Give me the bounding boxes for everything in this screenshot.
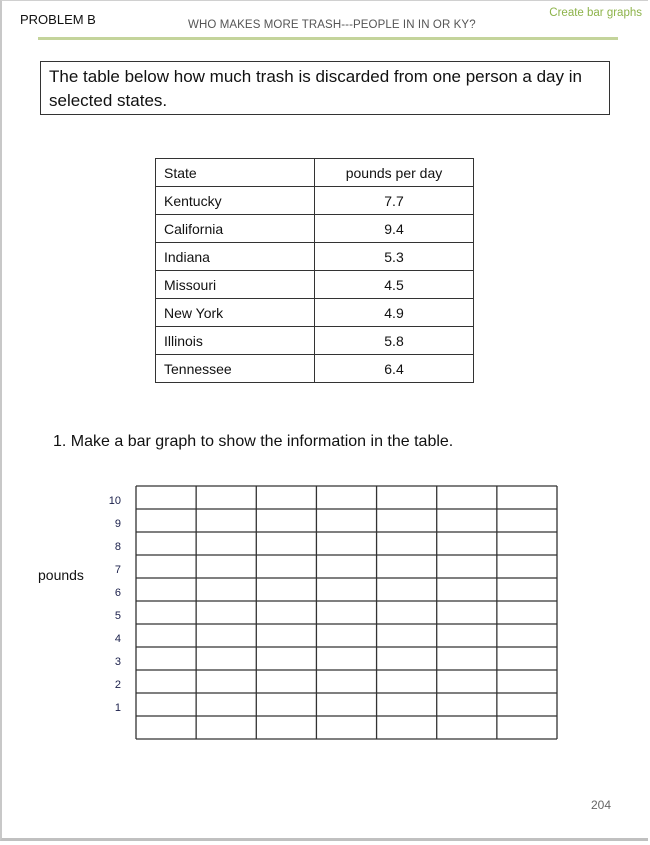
header-pounds: pounds per day bbox=[315, 159, 474, 187]
problem-label: PROBLEM B bbox=[20, 12, 96, 27]
y-tick-label: 3 bbox=[114, 656, 121, 668]
bar-graph-grid[interactable] bbox=[2, 1, 650, 845]
pounds-cell: 4.5 bbox=[315, 271, 474, 299]
y-tick-label: 5 bbox=[114, 610, 121, 622]
state-cell: California bbox=[156, 215, 315, 243]
y-axis-label: pounds bbox=[38, 567, 84, 583]
pounds-cell: 5.8 bbox=[315, 327, 474, 355]
state-cell: Tennessee bbox=[156, 355, 315, 383]
state-cell: Indiana bbox=[156, 243, 315, 271]
page-title: WHO MAKES MORE TRASH---PEOPLE IN IN OR KY? bbox=[188, 19, 476, 31]
state-cell: Kentucky bbox=[156, 187, 315, 215]
state-cell: New York bbox=[156, 299, 315, 327]
y-tick-label: 2 bbox=[114, 679, 121, 691]
y-tick-label: 10 bbox=[108, 495, 121, 507]
pounds-cell: 6.4 bbox=[315, 355, 474, 383]
page-number: 204 bbox=[591, 798, 612, 812]
intro-text: The table below how much trash is discarded from one person a day in selected states. bbox=[40, 61, 610, 115]
pounds-cell: 5.3 bbox=[315, 243, 474, 271]
question-1: 1. Make a bar graph to show the information in the table. bbox=[53, 433, 454, 450]
y-tick-label: 1 bbox=[114, 702, 121, 714]
pounds-cell: 7.7 bbox=[315, 187, 474, 215]
state-cell: Illinois bbox=[156, 327, 315, 355]
y-tick-label: 4 bbox=[114, 633, 121, 645]
state-cell: Missouri bbox=[156, 271, 315, 299]
y-tick-label: 7 bbox=[114, 564, 121, 576]
y-tick-label: 6 bbox=[114, 587, 121, 599]
header-state: State bbox=[156, 159, 315, 187]
pounds-cell: 9.4 bbox=[315, 215, 474, 243]
y-tick-label: 8 bbox=[114, 541, 121, 553]
topic-label: Create bar graphs bbox=[549, 7, 642, 19]
y-tick-label: 9 bbox=[114, 518, 121, 530]
pounds-cell: 4.9 bbox=[315, 299, 474, 327]
